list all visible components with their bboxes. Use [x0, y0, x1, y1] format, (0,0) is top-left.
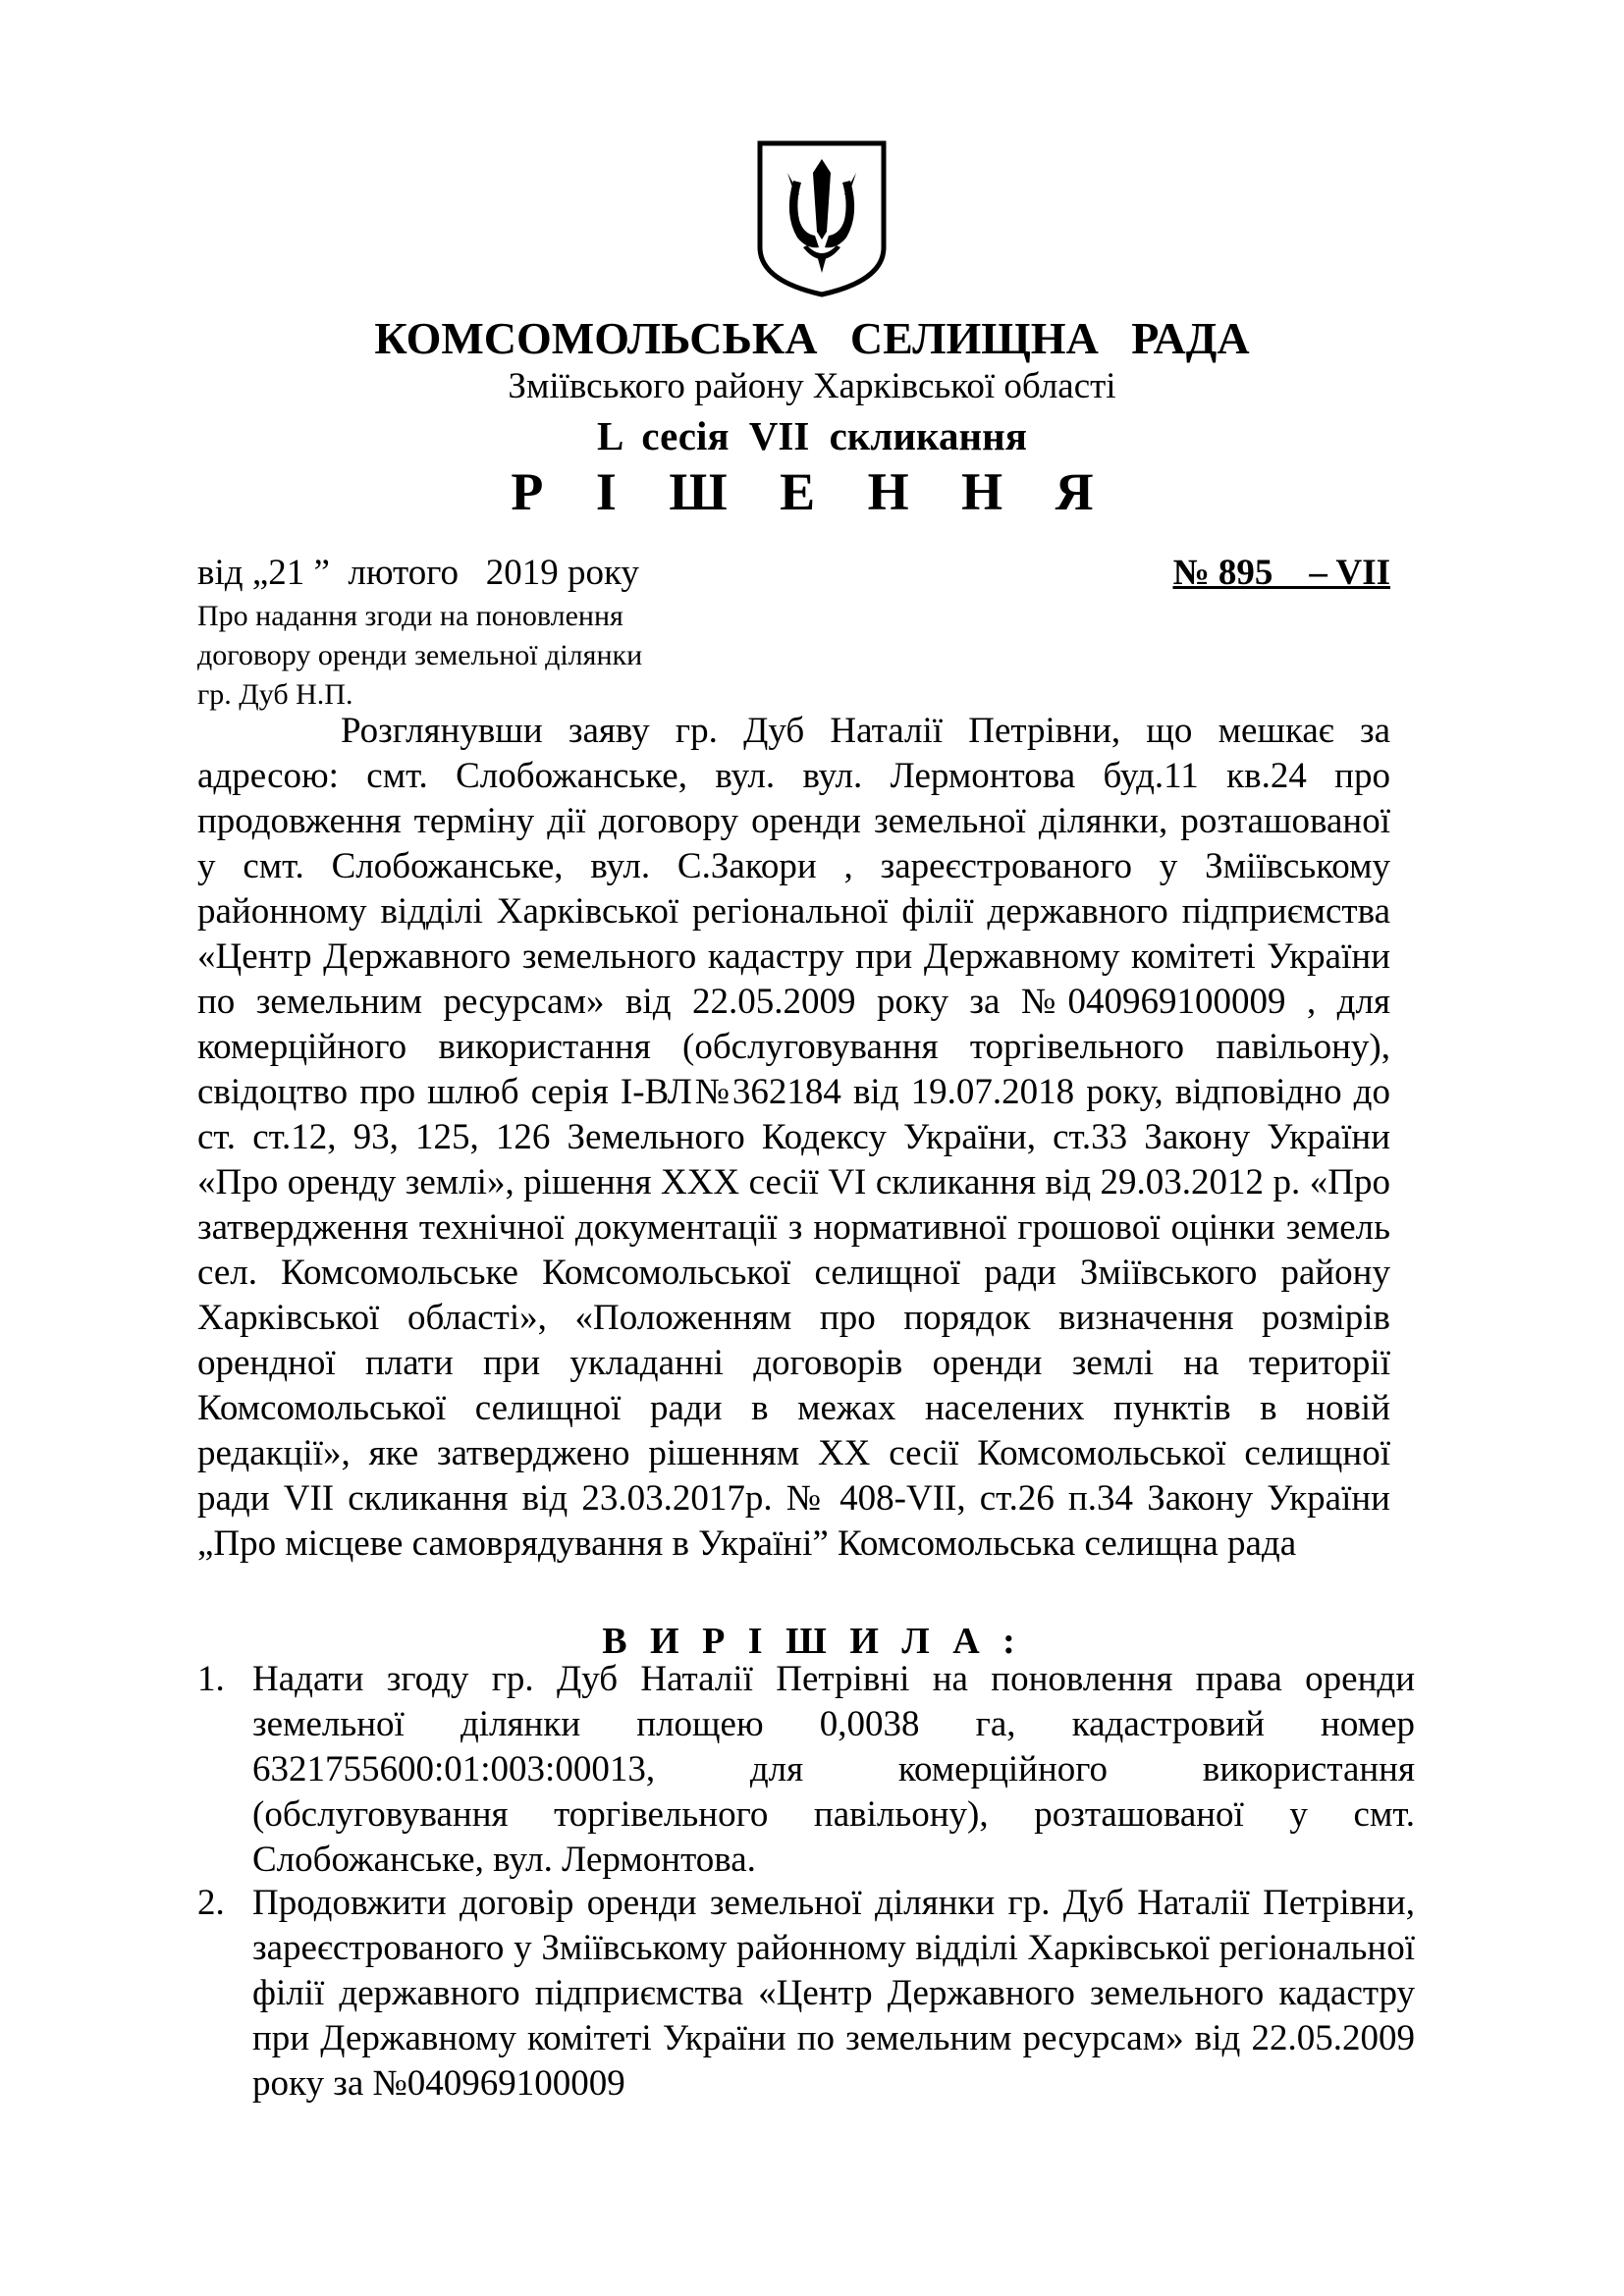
session-line: L сесія VII скликання [597, 413, 1027, 458]
item-text: Продовжити договір оренди земельної ділянки гр. Дуб Наталії Петрівни, зареєстрованого у Зміївському районному відділі Харківської регіональної філії державного підприємства «Центр Державного земельного кадастру при Державному комітеті України по земельним ресурсам» від 22.05.2009 року за №040969100009 [252, 1883, 1415, 2104]
document-type-title: Р І Ш Е Н Н Я [511, 462, 1113, 521]
preamble-paragraph: Розглянувши заяву гр. Дуб Наталії Петрівни, що мешкає за адресою: смт. Слобожанське, вул. вул. Лермонтова буд.11 кв.24 про продовження терміну дії договору оренди земельної ділянки, розташованої у смт. Слобожанське, вул. С.Закори , зареєстрованого у Зміївському районному відділі Харківської регіональної філії державного підприємства «Центр Державного земельного кадастру при Державному комітеті України по земельним ресурсам» від 22.05.2009 року за №040969100009 , для комерційного використання (обслуговування торгівельного павільону), свідоцтво про шлюб серія І-ВЛ№362184 від 19.07.2018 року, відповідно до ст. ст.12, 93, 125, 126 Земельного Кодексу України, ст.33 Закону України «Про оренду землі», рішення ХХХ сесії VI скликання від 29.03.2012 р. «Про затвердження технічної документації з нормативної грошової оцінки земель сел. Комсомольське Комсомольської селищної ради Зміївського району Харківської області», «Положенням про порядок визначення розмірів орендної плати при укладанні договорів оренди землі на території Комсомольської селищної ради в межах населених пунктів в новій редакції», яке затверджено рішенням ХХ сесії Комсомольської селищної ради VII скликання від 23.03.2017р. № 408-VII, ст.26 п.34 Закону України „Про місцеве самоврядування в Україні” Комсомольська селищна рада [197, 711, 1390, 1564]
resolved-heading: В И Р І Ш И Л А : [602, 1621, 1022, 1662]
decision-subject [197, 597, 747, 715]
item-number: 1. [197, 1659, 225, 1699]
resolution-item [197, 1657, 1415, 1883]
district-line: Зміївського району Харківської області [508, 366, 1116, 406]
item-number: 2. [197, 1883, 225, 1923]
decision-date: від „21 ” лютого 2019 року [197, 553, 639, 593]
decision-number: № 895 – VII [1172, 553, 1390, 593]
subject-line: гр. Дуб Н.П. [197, 678, 353, 711]
item-text: Надати згоду гр. Дуб Наталії Петрівні на поновлення права оренди земельної ділянки площею 0,0038 га, кадастровий номер 6321755600:01:003:00013, для комерційного використання (обслуговування торгівельного павільону), розташованої у смт. Слобожанське, вул. Лермонтова. [252, 1659, 1415, 1880]
subject-line: договору оренди земельної ділянки [197, 639, 643, 671]
council-name: КОМСОМОЛЬСЬКА СЕЛИЩНА РАДА [374, 313, 1250, 363]
subject-line: Про надання згоди на поновлення [197, 600, 623, 632]
resolution-item [197, 1881, 1415, 2107]
trident-emblem-icon [754, 137, 890, 298]
